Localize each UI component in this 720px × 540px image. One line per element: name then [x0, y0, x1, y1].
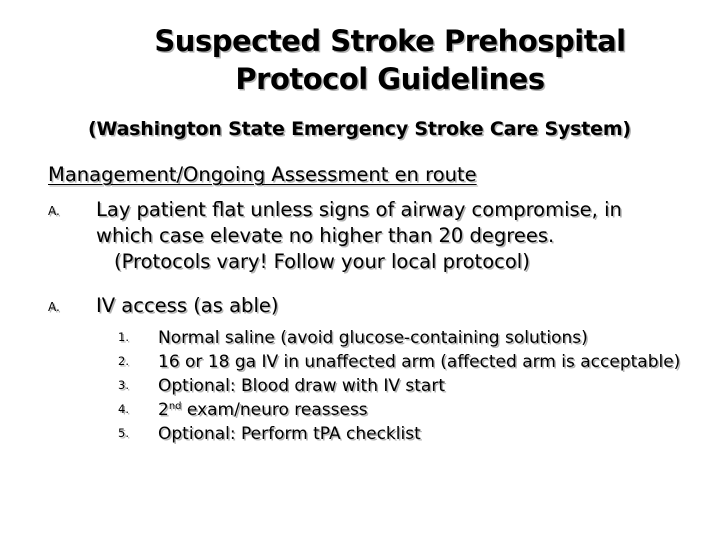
sub-list-number: 2.	[118, 354, 129, 368]
list-item-text	[96, 293, 716, 319]
slide-subtitle: (Washington State Emergency Stroke Care System)	[88, 118, 631, 140]
list-marker: A.	[48, 300, 60, 314]
sub-list-text-rest: exam/neuro reassess	[181, 400, 368, 420]
sub-list-text: Normal saline (avoid glucose-containing solutions)	[158, 328, 588, 348]
title-line-2: Protocol Guidelines	[235, 62, 545, 96]
ordinal-suffix: nd	[168, 401, 182, 412]
list-item-text	[96, 197, 716, 275]
list-item-line: IV access (as able)	[96, 294, 279, 317]
sub-list-text: 16 or 18 ga IV in unaffected arm (affected arm is acceptable)	[158, 352, 681, 372]
sub-list-text: Optional: Perform tPA checklist	[158, 424, 421, 444]
sub-list-item	[118, 350, 718, 374]
sub-list-number: 5.	[118, 426, 129, 440]
sub-list-number: 1.	[118, 330, 129, 344]
sub-list-number: 3.	[118, 378, 129, 392]
sub-list	[118, 326, 718, 446]
slide-title	[100, 22, 680, 98]
section-heading: Management/Ongoing Assessment en route	[48, 163, 477, 186]
title-line-1: Suspected Stroke Prehospital	[154, 24, 626, 58]
ordinal-number: 2	[158, 400, 169, 420]
sub-list-item	[118, 374, 718, 398]
list-item-note: (Protocols vary! Follow your local protocol)	[114, 250, 530, 273]
sub-list-text: Optional: Blood draw with IV start	[158, 376, 446, 396]
list-item-line: which case elevate no higher than 20 degrees.	[96, 224, 555, 247]
sub-list-number: 4.	[118, 402, 129, 416]
sub-list-text	[158, 398, 368, 422]
list-marker: A.	[48, 204, 60, 218]
sub-list-item	[118, 398, 718, 422]
sub-list-item	[118, 326, 718, 350]
sub-list-item	[118, 422, 718, 446]
list-item-line: Lay patient flat unless signs of airway compromise, in	[96, 198, 622, 221]
